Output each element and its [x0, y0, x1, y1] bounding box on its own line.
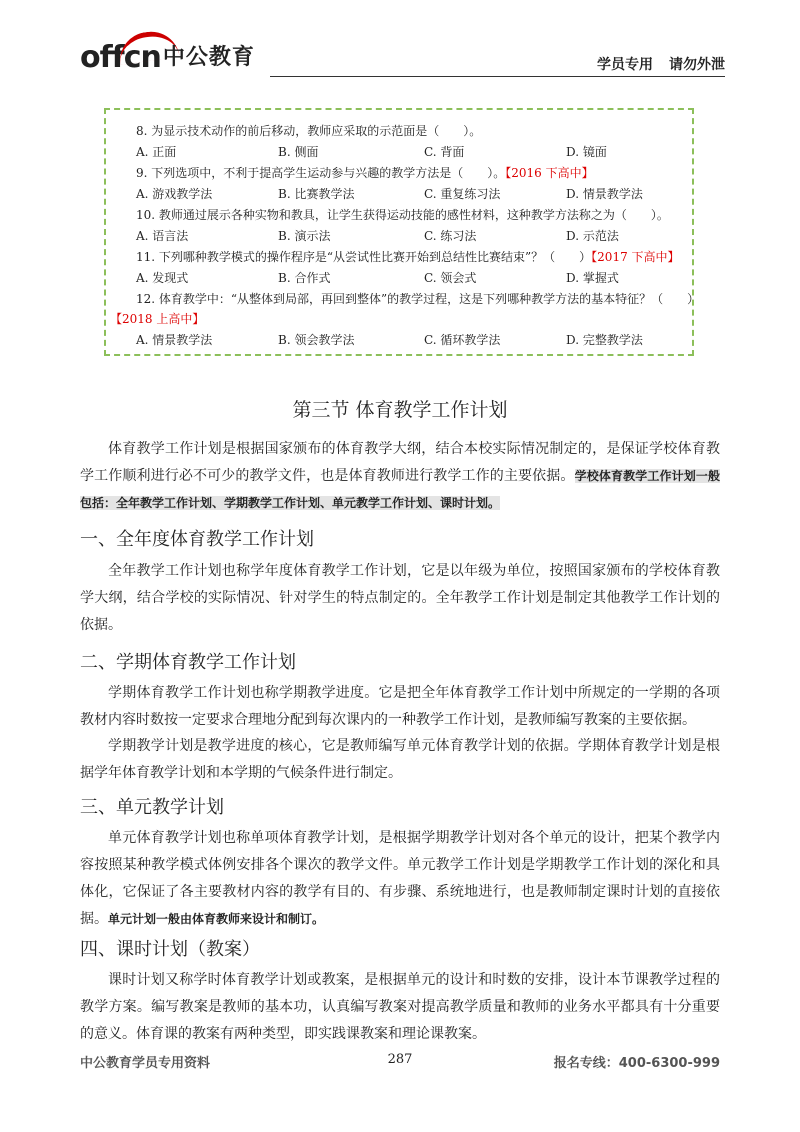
question-12 [136, 290, 699, 307]
annual-plan-paragraph: 全年教学工作计划也称学年度体育教学工作计划，它是以年级为单位，按照国家颁布的学校体育教学大纲，结合学校的实际情况、针对学生的特点制定的。全年教学工作计划是制定其他教学工作计划的依据。 [80, 563, 720, 633]
option-11c: C. 领会式 [424, 271, 477, 285]
offcn-logo [80, 40, 255, 75]
intro-paragraph [80, 436, 720, 517]
option-10d: D. 示范法 [566, 229, 619, 243]
question-stem: 8. 为显示技术动作的前后移动，教师应采取的示范面是（ ）。 [136, 124, 482, 138]
option-10a: A. 语言法 [136, 229, 189, 243]
question-tag: 【2016 下高中】 [505, 166, 594, 180]
section-title: 第三节 体育教学工作计划 [292, 399, 508, 421]
option-11a: A. 发现式 [136, 271, 189, 285]
semester-plan-paragraph-1: 学期体育教学工作计划也称学期教学进度。它是把全年体育教学工作计划中所规定的一学期的各项教材内容时数按一定要求合理地分配到每次课内的一种教学工作计划，是教师编写教案的主要依据。 [80, 685, 720, 728]
lesson-plan-paragraph: 课时计划又称学时体育教学计划或教案，是根据单元的设计和时数的安排，设计本节课教学过程的教学方案。编写教案是教师的基本功，认真编写教案对提高教学质量和教师的业务水平都具有十分重要的意义。体育课的教案有两种类型，即实践课教案和理论课教案。 [80, 972, 720, 1042]
option-12d: D. 完整教学法 [566, 333, 643, 347]
option-8a: A. 正面 [136, 145, 177, 159]
option-8c: C. 背面 [424, 145, 465, 159]
unit-plan-text: 单元体育教学计划也称单项体育教学计划，是根据学期教学计划对各个单元的设计，把某个教学内容按照某种教学模式体例安排各个课次的教学文件。单元教学工作计划是学期教学工作计划的深化和具体化，它保证了各主要教材内容的教学有目的、有步骤、系统地进行，也是教师制定课时计划的直接依据。 [80, 830, 720, 927]
logo-text: offcn [80, 40, 161, 75]
page-number: 287 [387, 1052, 413, 1067]
option-12c: C. 循环教学法 [424, 333, 501, 347]
question-12-tag: 【2018 上高中】 [110, 312, 205, 326]
page-header [80, 40, 725, 82]
heading-lesson-plan: 四、课时计划（教案） [80, 939, 260, 960]
option-10c: C. 练习法 [424, 229, 477, 243]
page-footer [0, 1052, 800, 1076]
question-box [104, 108, 700, 356]
option-9d: D. 情景教学法 [566, 187, 643, 201]
unit-plan-paragraph [80, 825, 720, 933]
unit-plan-bold: 单元计划一般由体育教师来设计和制订。 [108, 912, 325, 926]
logo-cn: 中公教育 [162, 45, 255, 70]
question-8 [136, 122, 481, 139]
option-11d: D. 掌握式 [566, 271, 619, 285]
intro-text: 体育教学工作计划是根据国家颁布的体育教学大纲，结合本校实际情况制定的，是保证学校体育教学工作顺利进行必不可少的教学文件，也是体育教师进行教学工作的主要依据。 [80, 441, 720, 484]
question-stem: 9. 下列选项中，不利于提高学生运动参与兴趣的教学方法是（ ）。 [136, 166, 506, 180]
option-9c: C. 重复练习法 [424, 187, 501, 201]
option-8d: D. 镜面 [566, 145, 607, 159]
question-stem: 10. 教师通过展示各种实物和教具，让学生获得运动技能的感性材料，这种教学方法称之为（ ）。 [136, 208, 669, 222]
question-stem: 11. 下列哪种教学模式的操作程序是“从尝试性比赛开始到总结性比赛结束”？（ ） [136, 250, 592, 264]
option-9a: A. 游戏教学法 [136, 187, 213, 201]
semester-plan-paragraph-2: 学期教学计划是教学进度的核心，它是教师编写单元体育教学计划的依据。学期体育教学计划是根据学年体育教学计划和本学期的气候条件进行制定。 [80, 738, 720, 781]
intro-highlight: 学校体育教学工作计划一般包括：全年教学工作计划、学期教学工作计划、单元教学工作计划、课时计划。 [80, 469, 720, 510]
footer-hotline: 报名专线：400-6300-999 [553, 1056, 720, 1071]
heading-semester-plan: 二、学期体育教学工作计划 [80, 652, 296, 673]
option-10b: B. 演示法 [278, 229, 331, 243]
option-12b: B. 领会教学法 [278, 333, 355, 347]
question-9 [136, 164, 594, 181]
question-tag: 【2017 下高中】 [591, 250, 680, 264]
header-tags [581, 54, 725, 74]
question-10 [136, 206, 669, 223]
question-stem: 12. 体育教学中：“从整体到局部，再回到整体”的教学过程，这是下列哪种教学方法的基本特征？（ ） [136, 292, 700, 306]
header-divider [270, 76, 725, 77]
option-9b: B. 比赛教学法 [278, 187, 355, 201]
heading-annual-plan: 一、全年度体育教学工作计划 [80, 529, 314, 550]
option-11b: B. 合作式 [278, 271, 331, 285]
footer-left: 中公教育学员专用资料 [80, 1056, 211, 1071]
header-tag-1: 学员专用 [597, 57, 653, 73]
heading-unit-plan: 三、单元教学计划 [80, 797, 224, 818]
header-tag-2: 请勿外泄 [669, 57, 725, 73]
option-12a: A. 情景教学法 [136, 333, 213, 347]
question-11 [136, 248, 680, 265]
option-8b: B. 侧面 [278, 145, 319, 159]
